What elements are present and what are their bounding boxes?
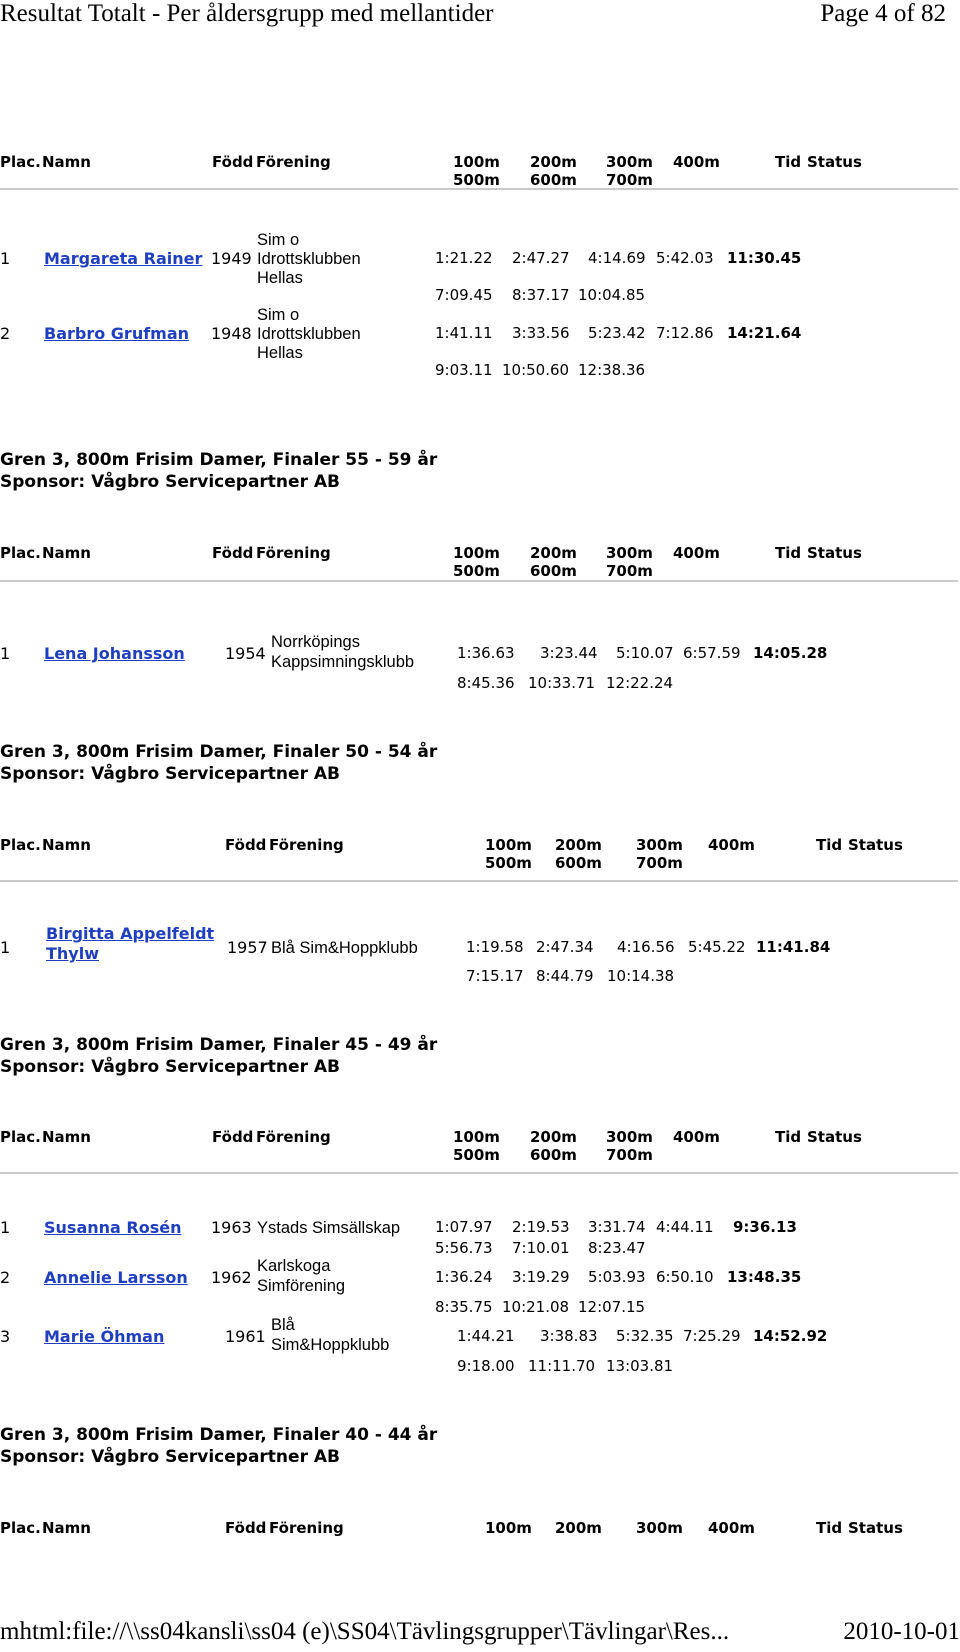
split-100m: 1:21.22 (435, 249, 493, 267)
column-header (0, 153, 960, 203)
col-600m: 600m (530, 1146, 577, 1164)
col-200m: 200m (555, 1519, 602, 1537)
split-600m: 11:11.70 (528, 1357, 596, 1375)
split-300m: 3:31.74 (588, 1218, 646, 1236)
club-line: Blå Sim&Hoppklubb (271, 939, 418, 957)
split-500m: 8:45.36 (457, 674, 515, 692)
split-300m: 5:03.93 (588, 1268, 646, 1286)
club-line: Sim o (257, 231, 300, 249)
swimmer-name-link[interactable]: Annelie Larsson (44, 1268, 188, 1287)
placement: 2 (0, 324, 11, 343)
column-header (0, 544, 960, 594)
event-title: Gren 3, 800m Frisim Damer, Finaler 40 - 44 år (0, 1425, 438, 1445)
col-plac: Plac. (0, 1519, 41, 1537)
split-100m: 1:36.24 (435, 1268, 493, 1286)
split-100m: 1:44.21 (457, 1327, 515, 1345)
sponsor-line: Sponsor: Vågbro Servicepartner AB (0, 764, 340, 784)
split-200m: 3:19.29 (512, 1268, 570, 1286)
col-status: Status (807, 544, 862, 562)
placement: 3 (0, 1327, 11, 1346)
col-plac: Plac. (0, 836, 41, 854)
total-time: 9:36.13 (733, 1218, 797, 1236)
club-line: Karlskoga (257, 1257, 331, 1275)
split-400m: 4:44.11 (656, 1218, 714, 1236)
col-400m: 400m (673, 1128, 720, 1146)
split-600m: 10:50.60 (502, 361, 570, 379)
birth-year: 1957 (227, 938, 268, 957)
col-status: Status (848, 836, 903, 854)
split-600m: 8:37.17 (512, 286, 570, 304)
split-300m: 4:14.69 (588, 249, 646, 267)
header-divider (0, 188, 958, 190)
split-400m: 7:25.29 (683, 1327, 741, 1345)
split-600m: 10:21.08 (502, 1298, 570, 1316)
col-namn: Namn (42, 544, 91, 562)
col-tid: Tid (775, 1128, 802, 1146)
split-700m: 8:23.47 (588, 1239, 646, 1257)
total-time: 11:41.84 (756, 938, 831, 956)
split-200m: 3:23.44 (540, 644, 598, 662)
col-fodd: Född (212, 153, 254, 171)
col-forening: Förening (269, 1519, 344, 1537)
col-status: Status (848, 1519, 903, 1537)
split-200m: 2:19.53 (512, 1218, 570, 1236)
club-line: Simförening (257, 1277, 346, 1295)
col-plac: Plac. (0, 544, 41, 562)
col-700m: 700m (606, 562, 653, 580)
col-namn: Namn (42, 153, 91, 171)
col-200m: 200m (530, 153, 577, 171)
col-200m: 200m (530, 544, 577, 562)
col-400m: 400m (673, 544, 720, 562)
col-600m: 600m (530, 562, 577, 580)
page-footer (0, 1618, 960, 1652)
event-title: Gren 3, 800m Frisim Damer, Finaler 45 - 49 år (0, 1035, 438, 1055)
col-100m: 100m (453, 1128, 500, 1146)
split-600m: 10:33.71 (528, 674, 596, 692)
col-100m: 100m (485, 1519, 532, 1537)
split-100m: 1:36.63 (457, 644, 515, 662)
placement: 1 (0, 644, 11, 663)
split-400m: 5:42.03 (656, 249, 714, 267)
sponsor-line: Sponsor: Vågbro Servicepartner AB (0, 1057, 340, 1077)
col-500m: 500m (453, 562, 500, 580)
event-title: Gren 3, 800m Frisim Damer, Finaler 55 - 59 år (0, 450, 438, 470)
split-700m: 12:38.36 (578, 361, 646, 379)
split-600m: 8:44.79 (536, 967, 594, 985)
split-400m: 7:12.86 (656, 324, 714, 342)
col-status: Status (807, 153, 862, 171)
col-300m: 300m (606, 544, 653, 562)
col-plac: Plac. (0, 153, 41, 171)
split-200m: 2:47.34 (536, 938, 594, 956)
club-line: Sim o (257, 306, 300, 324)
split-700m: 10:14.38 (607, 967, 675, 985)
col-700m: 700m (606, 1146, 653, 1164)
club-line: Ystads Simsällskap (257, 1219, 401, 1237)
col-300m: 300m (606, 153, 653, 171)
col-300m: 300m (636, 1519, 683, 1537)
split-400m: 5:45.22 (688, 938, 746, 956)
total-time: 14:05.28 (753, 644, 828, 662)
print-date: 2010-10-01 (843, 1618, 960, 1645)
split-700m: 10:04.85 (578, 286, 646, 304)
col-plac: Plac. (0, 1128, 41, 1146)
col-500m: 500m (453, 1146, 500, 1164)
col-namn: Namn (42, 1128, 91, 1146)
split-100m: 1:41.11 (435, 324, 493, 342)
col-status: Status (807, 1128, 862, 1146)
split-300m: 4:16.56 (617, 938, 675, 956)
placement: 1 (0, 1218, 11, 1237)
document-title: Resultat Totalt - Per åldersgrupp med mellantider (0, 0, 494, 27)
split-500m: 5:56.73 (435, 1239, 493, 1257)
swimmer-name-link[interactable]: Margareta Rainer (44, 249, 203, 268)
club-line: Blå (271, 1316, 295, 1334)
split-300m: 5:23.42 (588, 324, 646, 342)
page-number: Page 4 of 82 (820, 0, 946, 27)
col-400m: 400m (708, 1519, 755, 1537)
col-700m: 700m (636, 854, 683, 872)
col-200m: 200m (530, 1128, 577, 1146)
placement: 1 (0, 938, 11, 957)
birth-year: 1962 (211, 1268, 252, 1287)
sponsor-line: Sponsor: Vågbro Servicepartner AB (0, 472, 340, 492)
col-200m: 200m (555, 836, 602, 854)
split-500m: 7:15.17 (466, 967, 524, 985)
total-time: 14:52.92 (753, 1327, 828, 1345)
split-500m: 9:03.11 (435, 361, 493, 379)
birth-year: 1961 (225, 1327, 266, 1346)
swimmer-name-link[interactable]: Birgitta Appelfeldt (46, 924, 215, 943)
col-600m: 600m (555, 854, 602, 872)
col-namn: Namn (42, 836, 91, 854)
split-100m: 1:19.58 (466, 938, 524, 956)
column-header (0, 1128, 960, 1178)
sponsor-line: Sponsor: Vågbro Servicepartner AB (0, 1447, 340, 1467)
split-300m: 5:10.07 (616, 644, 674, 662)
split-700m: 12:22.24 (606, 674, 674, 692)
col-tid: Tid (775, 153, 802, 171)
swimmer-name-link[interactable]: Barbro Grufman (44, 324, 190, 343)
col-forening: Förening (256, 1128, 331, 1146)
col-fodd: Född (212, 544, 254, 562)
total-time: 13:48.35 (727, 1268, 802, 1286)
col-500m: 500m (453, 171, 500, 189)
split-400m: 6:57.59 (683, 644, 741, 662)
split-500m: 7:09.45 (435, 286, 493, 304)
col-300m: 300m (636, 836, 683, 854)
col-100m: 100m (485, 836, 532, 854)
club-line: Norrköpings (271, 633, 360, 651)
col-700m: 700m (606, 171, 653, 189)
split-400m: 6:50.10 (656, 1268, 714, 1286)
club-line: Sim&Hoppklubb (271, 1336, 390, 1354)
col-fodd: Född (225, 836, 267, 854)
col-100m: 100m (453, 544, 500, 562)
club-line: Hellas (257, 269, 303, 287)
split-500m: 9:18.00 (457, 1357, 515, 1375)
split-300m: 5:32.35 (616, 1327, 674, 1345)
birth-year: 1954 (225, 644, 266, 663)
col-forening: Förening (269, 836, 344, 854)
split-700m: 13:03.81 (606, 1357, 674, 1375)
header-divider (0, 880, 958, 882)
header-divider (0, 1172, 958, 1174)
event-title: Gren 3, 800m Frisim Damer, Finaler 50 - 54 år (0, 742, 438, 762)
col-tid: Tid (816, 1519, 843, 1537)
birth-year: 1963 (211, 1218, 252, 1237)
col-300m: 300m (606, 1128, 653, 1146)
total-time: 14:21.64 (727, 324, 802, 342)
header-divider (0, 580, 958, 582)
club-line: Hellas (257, 344, 303, 362)
col-forening: Förening (256, 153, 331, 171)
col-tid: Tid (816, 836, 843, 854)
col-100m: 100m (453, 153, 500, 171)
birth-year: 1949 (211, 249, 252, 268)
split-200m: 3:33.56 (512, 324, 570, 342)
placement: 1 (0, 249, 11, 268)
club-line: Idrottsklubben (257, 325, 361, 343)
file-path: mhtml:file://\\ss04kansli\ss04 (e)\SS04\Tävlingsgrupper\Tävlingar\Res... (0, 1618, 730, 1645)
split-600m: 7:10.01 (512, 1239, 570, 1257)
swimmer-name-link[interactable]: Thylw (46, 944, 99, 963)
club-line: Idrottsklubben (257, 250, 361, 268)
col-500m: 500m (485, 854, 532, 872)
col-fodd: Född (225, 1519, 267, 1537)
page-header (0, 0, 960, 34)
birth-year: 1948 (211, 324, 252, 343)
col-600m: 600m (530, 171, 577, 189)
placement: 2 (0, 1268, 11, 1287)
split-200m: 2:47.27 (512, 249, 570, 267)
swimmer-name-link[interactable]: Marie Öhman (44, 1327, 165, 1346)
col-fodd: Född (212, 1128, 254, 1146)
split-100m: 1:07.97 (435, 1218, 493, 1236)
col-400m: 400m (673, 153, 720, 171)
swimmer-name-link[interactable]: Lena Johansson (44, 644, 185, 663)
split-700m: 12:07.15 (578, 1298, 646, 1316)
col-namn: Namn (42, 1519, 91, 1537)
swimmer-name-link[interactable]: Susanna Rosén (44, 1218, 182, 1237)
split-200m: 3:38.83 (540, 1327, 598, 1345)
col-400m: 400m (708, 836, 755, 854)
total-time: 11:30.45 (727, 249, 802, 267)
col-forening: Förening (256, 544, 331, 562)
column-header (0, 1519, 960, 1569)
col-tid: Tid (775, 544, 802, 562)
split-500m: 8:35.75 (435, 1298, 493, 1316)
club-line: Kappsimningsklubb (271, 653, 415, 671)
column-header (0, 836, 960, 886)
